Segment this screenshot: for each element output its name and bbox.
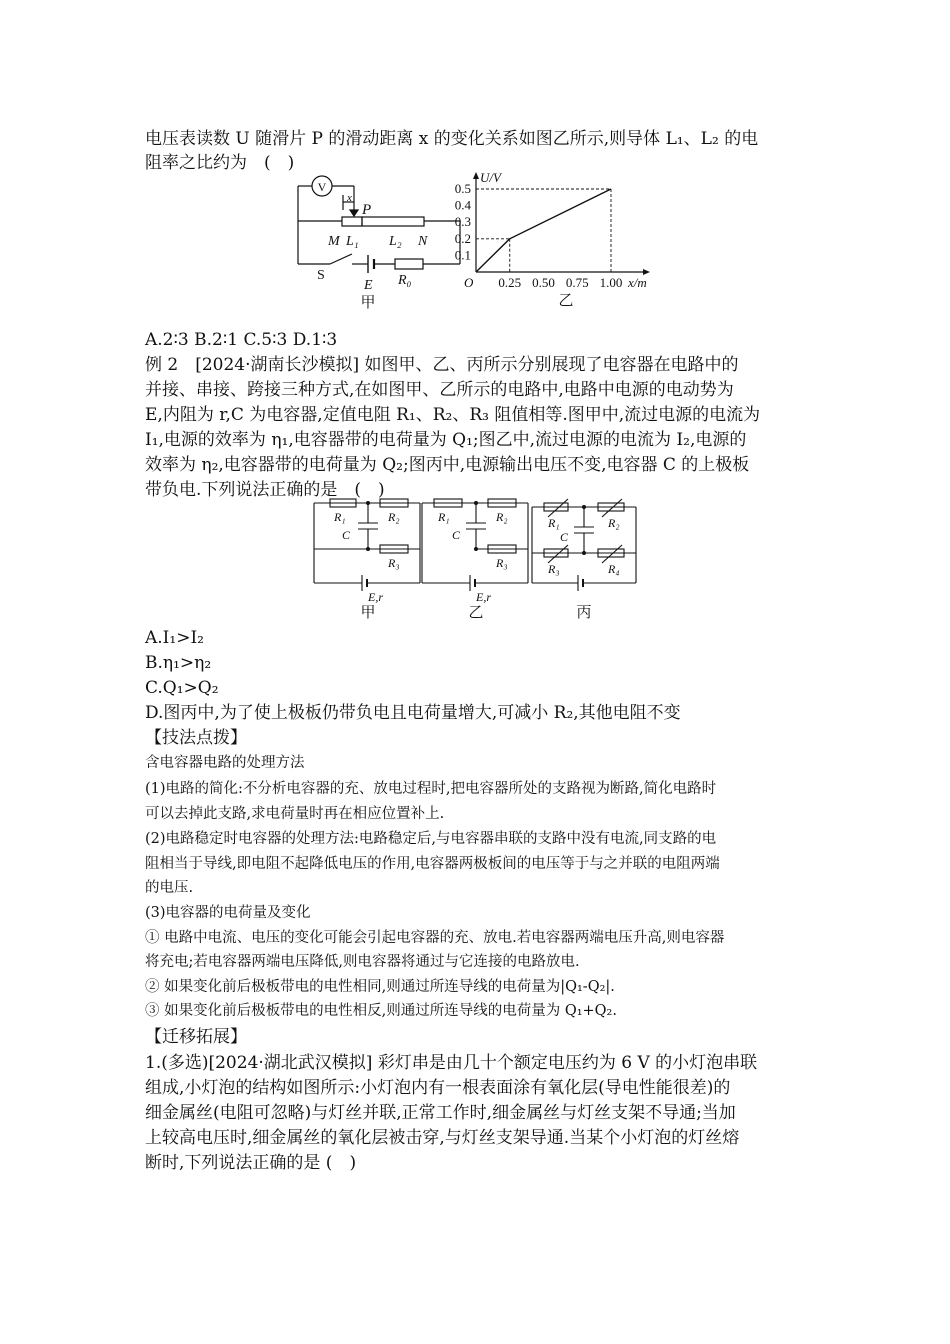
R3-label: R₃: [388, 556, 400, 570]
figure-1-circuit-jia: [290, 172, 470, 312]
question-text-line: 阻率之比约为 ( ): [145, 153, 295, 173]
tips-line: 将充电;若电容器两端电压降低,则电容器将通过与它连接的电路放电.: [145, 954, 580, 970]
R2-label: R₂: [496, 510, 508, 524]
y-tick-label: 0.5: [454, 181, 471, 196]
circuit-jia: [314, 499, 420, 591]
emf-label: E: [364, 278, 373, 293]
y-tick-label: 0.4: [454, 197, 471, 213]
example-text-line: 例 2 [2024·湖南长沙模拟] 如图甲、乙、丙所示分别展现了电容器在电路中的: [145, 355, 739, 375]
figure-1-graph-yi: [448, 170, 668, 315]
transfer-line: 组成,小灯泡的结构如图所示:小灯泡内有一根表面涂有氧化层(导电性能很差)的: [145, 1078, 731, 1098]
y-tick-label: 0.2: [454, 230, 471, 246]
M-label: M: [328, 234, 340, 249]
tips-title: 含电容器电路的处理方法: [145, 755, 305, 771]
y-tick-label: 0.1: [454, 247, 471, 263]
C-label: C: [560, 530, 569, 544]
R3-label: R₃: [496, 556, 508, 570]
x-label: x: [347, 192, 352, 204]
figure-caption: 甲: [360, 605, 376, 621]
R3-label: R₃: [548, 562, 560, 576]
tips-line: 的电压.: [145, 880, 194, 896]
section-heading: 【技法点拨】: [145, 728, 247, 748]
example-text-line: E,内阻为 r,C 为电容器,定值电阻 R₁、R₂、R₃ 阻值相等.图甲中,流过电源的电流为: [145, 405, 761, 425]
R2-label: R₂: [388, 510, 400, 524]
x-tick-label: 1.00: [599, 275, 623, 290]
Er-label: E,r: [476, 590, 491, 604]
R1-label: R₁: [548, 516, 560, 530]
example-text-line: 效率为 η₂,电容器带的电荷量为 Q₂;图丙中,电源输出电压不变,电容器 C 的上极板: [145, 455, 750, 475]
resistor-L1: [342, 217, 362, 226]
figure-caption: 丙: [576, 605, 592, 621]
data-series-line: [476, 189, 611, 272]
N-label: N: [418, 234, 428, 249]
option-c: C.Q₁>Q₂: [145, 678, 219, 698]
circuit-bing: [532, 499, 636, 591]
tips-line: ③ 如果变化前后极板带电的电性相反,则通过所连导线的电荷量为 Q₁+Q₂.: [145, 1003, 617, 1019]
R4-label: R₄: [608, 562, 620, 576]
section-heading: 【迁移拓展】: [145, 1027, 247, 1047]
tips-line: 阻相当于导线,即电阻不起降低电压的作用,电容器两极板间的电压等于与之并联的电阻两端: [145, 856, 720, 872]
tips-line: 可以去掉此支路,求电荷量时再在相应位置补上.: [145, 806, 445, 822]
figure-2-circuits: [308, 495, 648, 623]
tips-line: (3)电容器的电荷量及变化: [145, 905, 311, 921]
tips-line: (2)电路稳定时电容器的处理方法:电路稳定后,与电容器串联的支路中没有电流,同支路的电: [145, 831, 717, 847]
example-text-line: 并接、串接、跨接三种方式,在如图甲、乙所示的电路中,电路中电源的电动势为: [145, 380, 734, 400]
transfer-line: 上较高电压时,细金属丝的氧化层被击穿,与灯丝支架导通.当某个小灯泡的灯丝熔: [145, 1128, 740, 1148]
y-axis-label: U/V: [480, 170, 501, 185]
transfer-line: 断时,下列说法正确的是 ( ): [145, 1153, 357, 1173]
C-label: C: [342, 528, 351, 542]
resistor-L2: [362, 217, 424, 226]
switch-icon: [330, 254, 352, 264]
Er-label: E,r: [368, 590, 383, 604]
option-b: B.η₁>η₂: [145, 653, 212, 673]
answer-options: A.2∶3 B.2∶1 C.5∶3 D.1∶3: [145, 330, 338, 350]
x-tick-label: 0.25: [498, 275, 522, 290]
L1-label: L₁: [346, 234, 359, 249]
slider-arrow-icon: [350, 210, 358, 216]
tips-line: ① 电路中电流、电压的变化可能会引起电容器的充、放电.若电容器两端电压升高,则电容器: [145, 930, 725, 946]
origin-label: O: [464, 275, 474, 290]
C-label: C: [452, 528, 461, 542]
tips-line: ② 如果变化前后极板带电的电性相同,则通过所连导线的电荷量为|Q₁-Q₂|.: [145, 979, 615, 995]
figure-caption: 甲: [360, 295, 376, 311]
y-axis-arrow-icon: [473, 172, 479, 179]
L2-label: L₂: [389, 234, 402, 249]
R1-label: R₁: [334, 510, 346, 524]
figure-caption: 乙: [468, 605, 484, 621]
R1-label: R₁: [438, 510, 450, 524]
resistor-R0: [395, 259, 423, 269]
x-axis-label: x/m: [628, 275, 647, 290]
figure-caption: 乙: [558, 293, 574, 309]
option-d: D.图丙中,为了使上极板仍带负电且电荷量增大,可减小 R₂,其他电阻不变: [145, 703, 681, 723]
transfer-line: 1.(多选)[2024·湖北武汉模拟] 彩灯串是由几十个额定电压约为 6 V 的小灯泡串联: [145, 1053, 758, 1073]
x-tick-label: 0.75: [565, 275, 589, 290]
voltmeter-label: V: [317, 180, 327, 194]
R0-label: R₀: [398, 273, 412, 288]
slider-label: P: [362, 202, 372, 218]
tips-line: (1)电路的简化:不分析电容器的充、放电过程时,把电容器所处的支路视为断路,简化电路时: [145, 781, 717, 797]
example-text-line: I₁,电源的效率为 η₁,电容器带的电荷量为 Q₁;图乙中,流过电源的电流为 I₂,电源的: [145, 430, 747, 450]
x-tick-label: 0.50: [532, 275, 555, 290]
switch-label: S: [317, 268, 325, 283]
R2-label: R₂: [608, 516, 620, 530]
option-a: A.I₁>I₂: [145, 628, 204, 648]
y-tick-label: 0.3: [454, 214, 471, 230]
example-text-line: 带负电.下列说法正确的是 ( ): [145, 480, 385, 500]
transfer-line: 细金属丝(电阻可忽略)与灯丝并联,正常工作时,细金属丝与灯丝支架不导通;当加: [145, 1103, 736, 1123]
question-text-line: 电压表读数 U 随滑片 P 的滑动距离 x 的变化关系如图乙所示,则导体 L₁、L₂ 的电: [145, 129, 759, 149]
